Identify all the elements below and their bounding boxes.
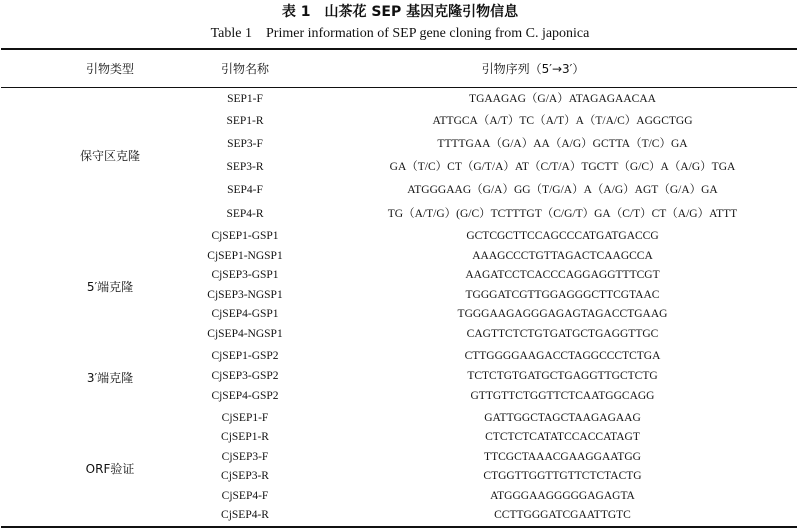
primer-name: CjSEP1-GSP1	[211, 230, 279, 242]
table-row	[0, 181, 800, 199]
primer-name: CjSEP3-GSP2	[211, 370, 279, 382]
primer-name: SEP1-F	[227, 93, 263, 105]
group-label-orf: ORF验证	[85, 462, 135, 476]
table-row	[0, 305, 800, 323]
primer-name: SEP3-R	[226, 161, 264, 173]
primer-sequence: CAGTTCTCTGTGATGCTGAGGTTGC	[466, 328, 659, 340]
primer-name: CjSEP4-R	[221, 509, 269, 521]
primer-name: CjSEP3-NGSP1	[207, 289, 283, 301]
primer-name: SEP3-F	[227, 138, 263, 150]
primer-sequence: TCTCTGTGATGCTGAGGTTGCTCTG	[467, 370, 658, 382]
primer-sequence: TG（A/T/G）(G/C）TCTTTGT（C/G/T）GA（C/T）CT（A/G）ATTT	[387, 208, 738, 220]
primer-sequence: CCTTGGGATCGAATTGTC	[494, 509, 631, 521]
primer-sequence: GCTCGCTTCCAGCCCATGATGACCG	[466, 230, 659, 242]
group-label-3-prime: 3′端克隆	[86, 371, 134, 385]
top-rule	[1, 48, 797, 50]
table-row	[0, 227, 800, 245]
table-row	[0, 387, 800, 405]
group-label-conserved: 保守区克隆	[79, 149, 140, 163]
table-row	[0, 367, 800, 385]
primer-name: CjSEP4-NGSP1	[207, 328, 283, 340]
primer-sequence: AAGATCCTCACCCAGGAGGTTTCGT	[465, 269, 660, 281]
header-primer-type: 引物类型	[85, 62, 134, 76]
primer-name: CjSEP3-GSP1	[211, 269, 279, 281]
primer-sequence: GTTGTTCTGGTTCTCAATGGCAGG	[470, 390, 655, 402]
table-row	[0, 506, 800, 524]
table-row	[0, 286, 800, 304]
table-row	[0, 467, 800, 485]
table-row	[0, 487, 800, 505]
table-row	[0, 448, 800, 466]
primer-name: CjSEP3-R	[221, 470, 269, 482]
primer-name: SEP4-R	[226, 208, 264, 220]
primer-sequence: TGGGATCGTTGGAGGGCTTCGTAAC	[465, 289, 660, 301]
table-row	[0, 90, 800, 108]
table-row	[0, 266, 800, 284]
primer-sequence: CTGGTTGGTTGTTCTCTACTG	[483, 470, 642, 482]
primer-name: SEP1-R	[226, 115, 264, 127]
primer-sequence: ATGGGAAG（G/A）GG（T/G/A）A（A/G）AGT（G/A）GA	[407, 184, 718, 196]
primer-sequence: TGGGAAGAGGGAGAGTAGACCTGAAG	[457, 308, 668, 320]
group-label-5-prime: 5′端克隆	[86, 280, 134, 294]
primer-name: CjSEP4-F	[221, 490, 269, 502]
table-row	[0, 347, 800, 365]
primer-sequence: ATGGGAAGGGGGAGAGTA	[490, 490, 635, 502]
primer-sequence: GA（T/C）CT（G/T/A）AT（C/T/A）TGCTT（G/C）A（A/G）TGA	[389, 161, 736, 173]
primer-sequence: ATTGCA（A/T）TC（A/T）A（T/A/C）AGGCTGG	[432, 115, 693, 127]
primer-name: SEP4-F	[227, 184, 263, 196]
header-primer-sequence: 引物序列（5′→3′）	[481, 62, 585, 76]
primer-name: CjSEP4-GSP2	[211, 390, 279, 402]
table-row	[0, 112, 800, 130]
primer-sequence: TTCGCTAAACGAAGGAATGG	[484, 451, 641, 463]
primer-sequence: CTTGGGGAAGACCTAGGCCCTCTGA	[464, 350, 661, 362]
table-row	[0, 409, 800, 427]
primer-sequence: GATTGGCTAGCTAAGAGAAG	[484, 412, 641, 424]
primer-name: CjSEP4-GSP1	[211, 308, 279, 320]
header-primer-name: 引物名称	[220, 62, 269, 76]
header-rule	[1, 87, 797, 88]
table-title-en: Table 1 Primer information of SEP gene cloning from C. japonica	[210, 26, 590, 41]
table-row	[0, 428, 800, 446]
table-row	[0, 135, 800, 153]
primer-name: CjSEP1-GSP2	[211, 350, 279, 362]
primer-name: CjSEP3-F	[221, 451, 269, 463]
table-row	[0, 205, 800, 223]
primer-sequence: CTCTCTCATATCCACCATAGT	[485, 431, 640, 443]
primer-name: CjSEP1-R	[221, 431, 269, 443]
table-row	[0, 158, 800, 176]
table-title-cn: 表 1 山茶花 SEP 基因克隆引物信息	[281, 4, 519, 20]
primer-sequence: TTTTGAA（G/A）AA（A/G）GCTTA（T/C）GA	[437, 138, 688, 150]
primer-sequence: AAAGCCCTGTTAGACTCAAGCCA	[472, 250, 653, 262]
primer-sequence: TGAAGAG（G/A）ATAGAGAACAA	[469, 93, 656, 105]
table-row	[0, 325, 800, 343]
table-row	[0, 247, 800, 265]
primer-name: CjSEP1-NGSP1	[207, 250, 283, 262]
primer-name: CjSEP1-F	[221, 412, 269, 424]
